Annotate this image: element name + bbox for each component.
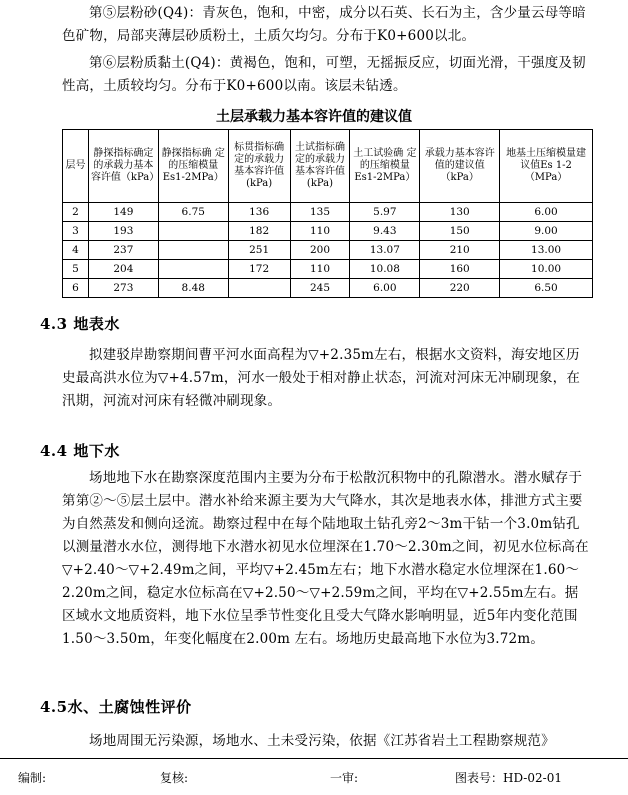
table-cell: 9.00 [500, 222, 593, 241]
header-cell: 地基土压缩模量建议值Es 1-2（MPa） [500, 130, 593, 203]
table-cell: 136 [228, 203, 290, 222]
table-cell: 6.50 [500, 279, 593, 298]
table-cell: 8.48 [158, 279, 228, 298]
table-cell: 172 [228, 260, 290, 279]
table-cell: 5.97 [350, 203, 420, 222]
table-cell: 210 [420, 241, 500, 260]
table-cell: 110 [290, 222, 350, 241]
table-cell: 149 [88, 203, 158, 222]
layer5-paragraph: 第⑤层粉砂(Q4)：青灰色，饱和，中密，成分以石英、长石为主，含少量云母等暗色矿物，局部夹薄层砂质粉土，土质欠均匀。分布于K0+600以北。 [62, 5, 586, 44]
table-cell: 10.00 [500, 260, 593, 279]
table-cell: 273 [88, 279, 158, 298]
page-footer [0, 758, 628, 795]
table-cell: 130 [420, 203, 500, 222]
table-cell: 10.08 [350, 260, 420, 279]
table-cell: 204 [88, 260, 158, 279]
table-cell [228, 279, 290, 298]
table-cell: 237 [88, 241, 158, 260]
bearing-capacity-table [62, 129, 593, 298]
table-cell: 245 [290, 279, 350, 298]
table-cell: 6.00 [350, 279, 420, 298]
table-cell [158, 241, 228, 260]
ground-water-paragraph: 场地地下水在勘察深度范围内主要为分布于松散沉积物中的孔隙潜水。潜水赋存于第第②～⑤层土层中。潜水补给来源主要为大气降水，其次是地表水体，排泄方式主要为自然蒸发和侧向迳流。勘察过程中在每个陆地取土钻孔旁2～3m干钻一个3.0m钻孔以测量潜水水位，测得地下水潜水初见水位埋深在1.70～2.30m之间，初见水位标高在▽+2.40～▽+2.49m之间，平均▽+2.45m左右；地下水潜水稳定水位埋深在1.60～2.20m之间，稳定水位标高在▽+2.50～▽+2.59m之间，平均在▽+2.55m左右。据区域水文地质资料，地下水位呈季节性变化且受大气降水影响明显，近5年内变化范围1.50～3.50m，年变化幅度在2.00m 左右。场地历史最高地下水位为3.72m。 [62, 470, 589, 647]
corrosion-paragraph: 场地周围无污染源，场地水、土未受污染，依据《江苏省岩土工程勘察规范》 [89, 733, 555, 749]
table-cell: 200 [290, 241, 350, 260]
table-cell: 251 [228, 241, 290, 260]
table-title: 土层承载力基本容许值的建议值 [216, 109, 412, 125]
table-cell: 220 [420, 279, 500, 298]
table-cell: 9.43 [350, 222, 420, 241]
table-cell: 5 [63, 260, 89, 279]
header-cell: 层号 [63, 130, 89, 203]
header-cell: 承载力基本容许值的建议值（kPa） [420, 130, 500, 203]
table-cell: 4 [63, 241, 89, 260]
table-cell: 6.00 [500, 203, 593, 222]
table-row [63, 241, 593, 260]
table-row [63, 260, 593, 279]
table-cell: 193 [88, 222, 158, 241]
surface-water-paragraph: 拟建驳岸勘察期间曹平河水面高程为▽+2.35m左右，根据水文资料，海安地区历史最高洪水位为▽+4.57m，河水一般处于相对静止状态，河流对河床无冲刷现象，在汛期，河流对河床有轻微冲刷现象。 [62, 347, 581, 409]
table-cell: 110 [290, 260, 350, 279]
header-cell: 标贯指标确定的承载力基本容许值(kPa) [228, 130, 290, 203]
section-heading-surface-water: 4.3 地表水 [40, 315, 120, 333]
table-cell: 3 [63, 222, 89, 241]
table-cell: 150 [420, 222, 500, 241]
header-cell: 土工试验确 定 的压缩模量Es1-2MPa） [350, 130, 420, 203]
table-cell: 135 [290, 203, 350, 222]
table-row [63, 279, 593, 298]
table-cell: 6 [63, 279, 89, 298]
table-cell: 6.75 [158, 203, 228, 222]
footer-reviewer: 复核: [160, 771, 189, 785]
table-cell [158, 260, 228, 279]
table-cell [158, 222, 228, 241]
header-cell: 土试指标确定的承载力基本容许值(kPa) [290, 130, 350, 203]
table-cell: 160 [420, 260, 500, 279]
section-heading-corrosion: 4.5水、土腐蚀性评价 [40, 698, 192, 716]
table-header-row [63, 130, 593, 203]
table-cell: 182 [228, 222, 290, 241]
table-row [63, 203, 593, 222]
header-cell: 静探指标确 定 的压缩模量Es1-2MPa） [158, 130, 228, 203]
header-cell: 静探指标确定的承载力基本容许值（kPa） [88, 130, 158, 203]
footer-editor: 编制: [18, 771, 47, 785]
table-cell: 2 [63, 203, 89, 222]
footer-drawing-number: 图表号：HD-02-01 [455, 771, 562, 785]
table-cell: 13.07 [350, 241, 420, 260]
section-heading-ground-water: 4.4 地下水 [40, 442, 120, 460]
table-row [63, 222, 593, 241]
table-cell: 13.00 [500, 241, 593, 260]
layer6-paragraph: 第⑥层粉质黏土(Q4)：黄褐色，饱和，可塑，无摇振反应，切面光滑，干强度及韧性高，土质较均匀。分布于K0+600以南。该层未钻透。 [62, 55, 586, 94]
footer-approver: 一审: [330, 771, 359, 785]
